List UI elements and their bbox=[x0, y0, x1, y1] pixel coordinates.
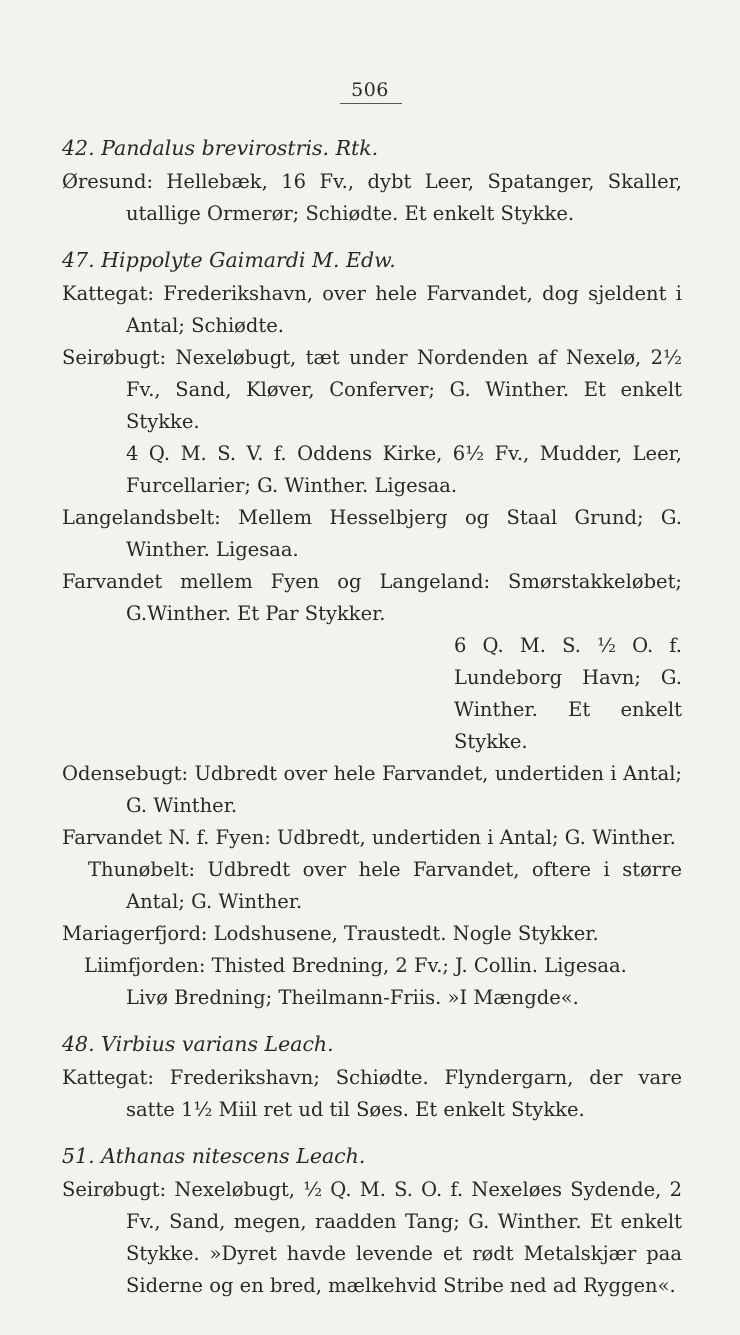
locality-record: Farvandet N. f. Fyen: Udbredt, undertiden i Antal; G. Winther. bbox=[62, 826, 676, 849]
species-heading bbox=[62, 1140, 682, 1172]
locality-record: 6 Q. M. S. ½ O. f. Lundeborg Havn; G. Winther. Et enkelt Stykke. bbox=[454, 634, 682, 753]
species-heading bbox=[62, 244, 682, 276]
species-name: Athanas nitescens Leach. bbox=[101, 1144, 366, 1168]
species-name: Virbius varians Leach. bbox=[101, 1032, 334, 1056]
species-number: 51. bbox=[62, 1144, 95, 1168]
species-name: Hippolyte Gaimardi M. Edw. bbox=[101, 248, 396, 272]
locality-record: Liimfjorden: Thisted Bredning, 2 Fv.; J. Collin. Ligesaa. bbox=[84, 954, 627, 977]
locality-record: Langelandsbelt: Mellem Hesselbjerg og Staal Grund; G. Winther. Ligesaa. bbox=[62, 506, 682, 561]
locality-record: Thunøbelt: Udbredt over hele Farvandet, oftere i større Antal; G. Winther. bbox=[88, 858, 682, 913]
locality-record: Livø Bredning; Theilmann-Friis. »I Mængde«. bbox=[126, 986, 579, 1009]
species-entry bbox=[62, 1028, 682, 1126]
page-number-rule bbox=[340, 103, 402, 104]
page-number: 506 bbox=[351, 79, 389, 101]
locality-record: Øresund: Hellebæk, 16 Fv., dybt Leer, Spatanger, Skaller, utallige Ormerør; Schiødte. Et enkelt Stykke. bbox=[62, 170, 682, 225]
locality-record: Seirøbugt: Nexeløbugt, ½ Q. M. S. O. f. Nexeløes Sydende, 2 Fv., Sand, megen, raadden Tang; G. Winther. Et enkelt Stykke. »Dyret havde levende et rødt Metalskjær paa Siderne og en bred, mælkehvid Stribe ned ad Ryggen«. bbox=[62, 1178, 682, 1297]
locality-record: Mariagerfjord: Lodshusene, Traustedt. Nogle Stykker. bbox=[62, 922, 599, 945]
species-number: 47. bbox=[62, 248, 95, 272]
species-entry bbox=[62, 132, 682, 230]
locality-record: Farvandet mellem Fyen og Langeland: Smørstakkeløbet; G.Winther. Et Par Stykker. bbox=[62, 570, 682, 625]
species-entry bbox=[62, 1140, 682, 1302]
species-name: Pandalus brevirostris. Rtk. bbox=[101, 136, 379, 160]
main-content bbox=[62, 132, 682, 1302]
locality-record: Odensebugt: Udbredt over hele Farvandet, undertiden i Antal; G. Winther. bbox=[62, 762, 682, 817]
locality-record: Seirøbugt: Nexeløbugt, tæt under Nordenden af Nexelø, 2½ Fv., Sand, Kløver, Conferver; G. Winther. Et enkelt Stykke. bbox=[62, 346, 682, 433]
species-heading bbox=[62, 1028, 682, 1060]
locality-record: 4 Q. M. S. V. f. Oddens Kirke, 6½ Fv., Mudder, Leer, Furcellarier; G. Winther. Ligesaa. bbox=[126, 442, 682, 497]
locality-record: Kattegat: Frederikshavn, over hele Farvandet, dog sjeldent i Antal; Schiødte. bbox=[62, 282, 682, 337]
locality-record: Kattegat: Frederikshavn; Schiødte. Flyndergarn, der vare satte 1½ Miil ret ud til Søes. Et enkelt Stykke. bbox=[62, 1066, 682, 1121]
species-number: 42. bbox=[62, 136, 95, 160]
species-heading bbox=[62, 132, 682, 164]
species-number: 48. bbox=[62, 1032, 95, 1056]
species-entry bbox=[62, 244, 682, 1014]
